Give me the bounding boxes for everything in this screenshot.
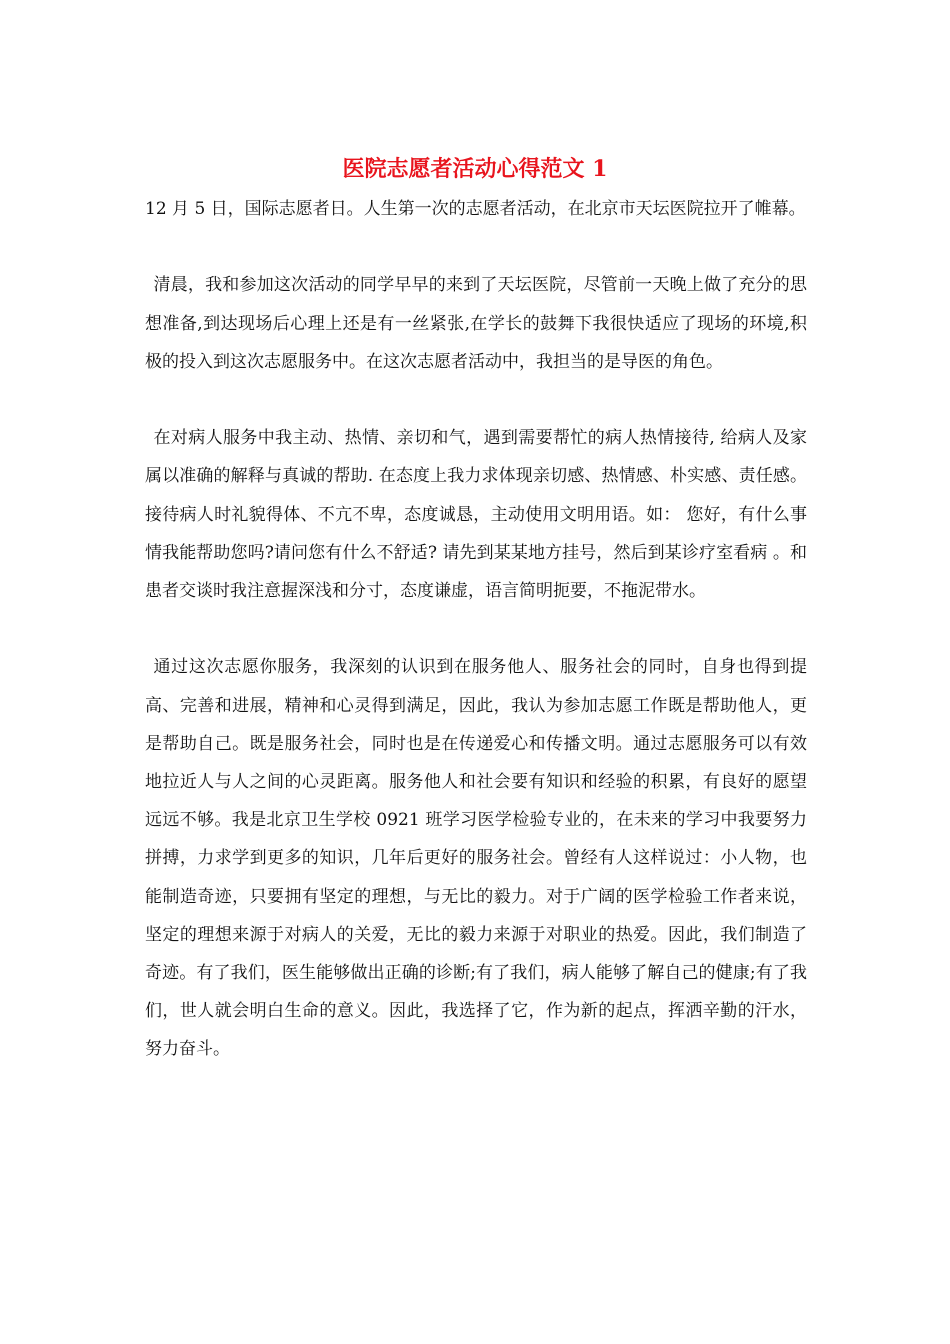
- paragraph-2: 清晨，我和参加这次活动的同学早早的来到了天坛医院，尽管前一天晚上做了充分的思想准备,到达现场后心理上还是有一丝紧张,在学长的鼓舞下我很快适应了现场的环境,积极的投入到这次志愿服务中。在这次志愿者活动中，我担当的是导医的角色。: [145, 275, 807, 372]
- paragraph-1: 12 月 5 日，国际志愿者日。人生第一次的志愿者活动，在北京市天坛医院拉开了帷幕。: [145, 199, 806, 219]
- paragraph-3: 在对病人服务中我主动、热情、亲切和气，遇到需要帮忙的病人热情接待, 给病人及家属以准确的解释与真诚的帮助. 在态度上我力求体现亲切感、热情感、朴实感、责任感。接待病人时礼貌得体、不亢不卑，态度诚恳，主动使用文明用语。如： 您好，有什么事情我能帮助您吗?请问您有什么不舒适? 请先到某某地方挂号，然后到某诊疗室看病 。和患者交谈时我注意握深浅和分寸，态度谦虚，语言简明扼要，不拖泥带水。: [145, 428, 807, 601]
- document-body: [145, 190, 807, 1107]
- document-title: 医院志愿者活动心得范文 1: [342, 156, 608, 182]
- paragraph-4: 通过这次志愿你服务，我深刻的认识到在服务他人、服务社会的同时，自身也得到提高、完善和进展，精神和心灵得到满足，因此，我认为参加志愿工作既是帮助他人，更是帮助自己。既是服务社会，同时也是在传递爱心和传播文明。通过志愿服务可以有效地拉近人与人之间的心灵距离。服务他人和社会要有知识和经验的积累，有良好的愿望远远不够。我是北京卫生学校 0921 班学习医学检验专业的，在未来的学习中我要努力拼搏，力求学到更多的知识，几年后更好的服务社会。曾经有人这样说过：小人物，也能制造奇迹，只要拥有坚定的理想，与无比的毅力。对于广阔的医学检验工作者来说，坚定的理想来源于对病人的关爱，无比的毅力来源于对职业的热爱。因此，我们制造了奇迹。有了我们，医生能够做出正确的诊断;有了我们，病人能够了解自己的健康;有了我们，世人就会明白生命的意义。因此，我选择了它，作为新的起点，挥洒辛勤的汗水，努力奋斗。: [145, 657, 807, 1060]
